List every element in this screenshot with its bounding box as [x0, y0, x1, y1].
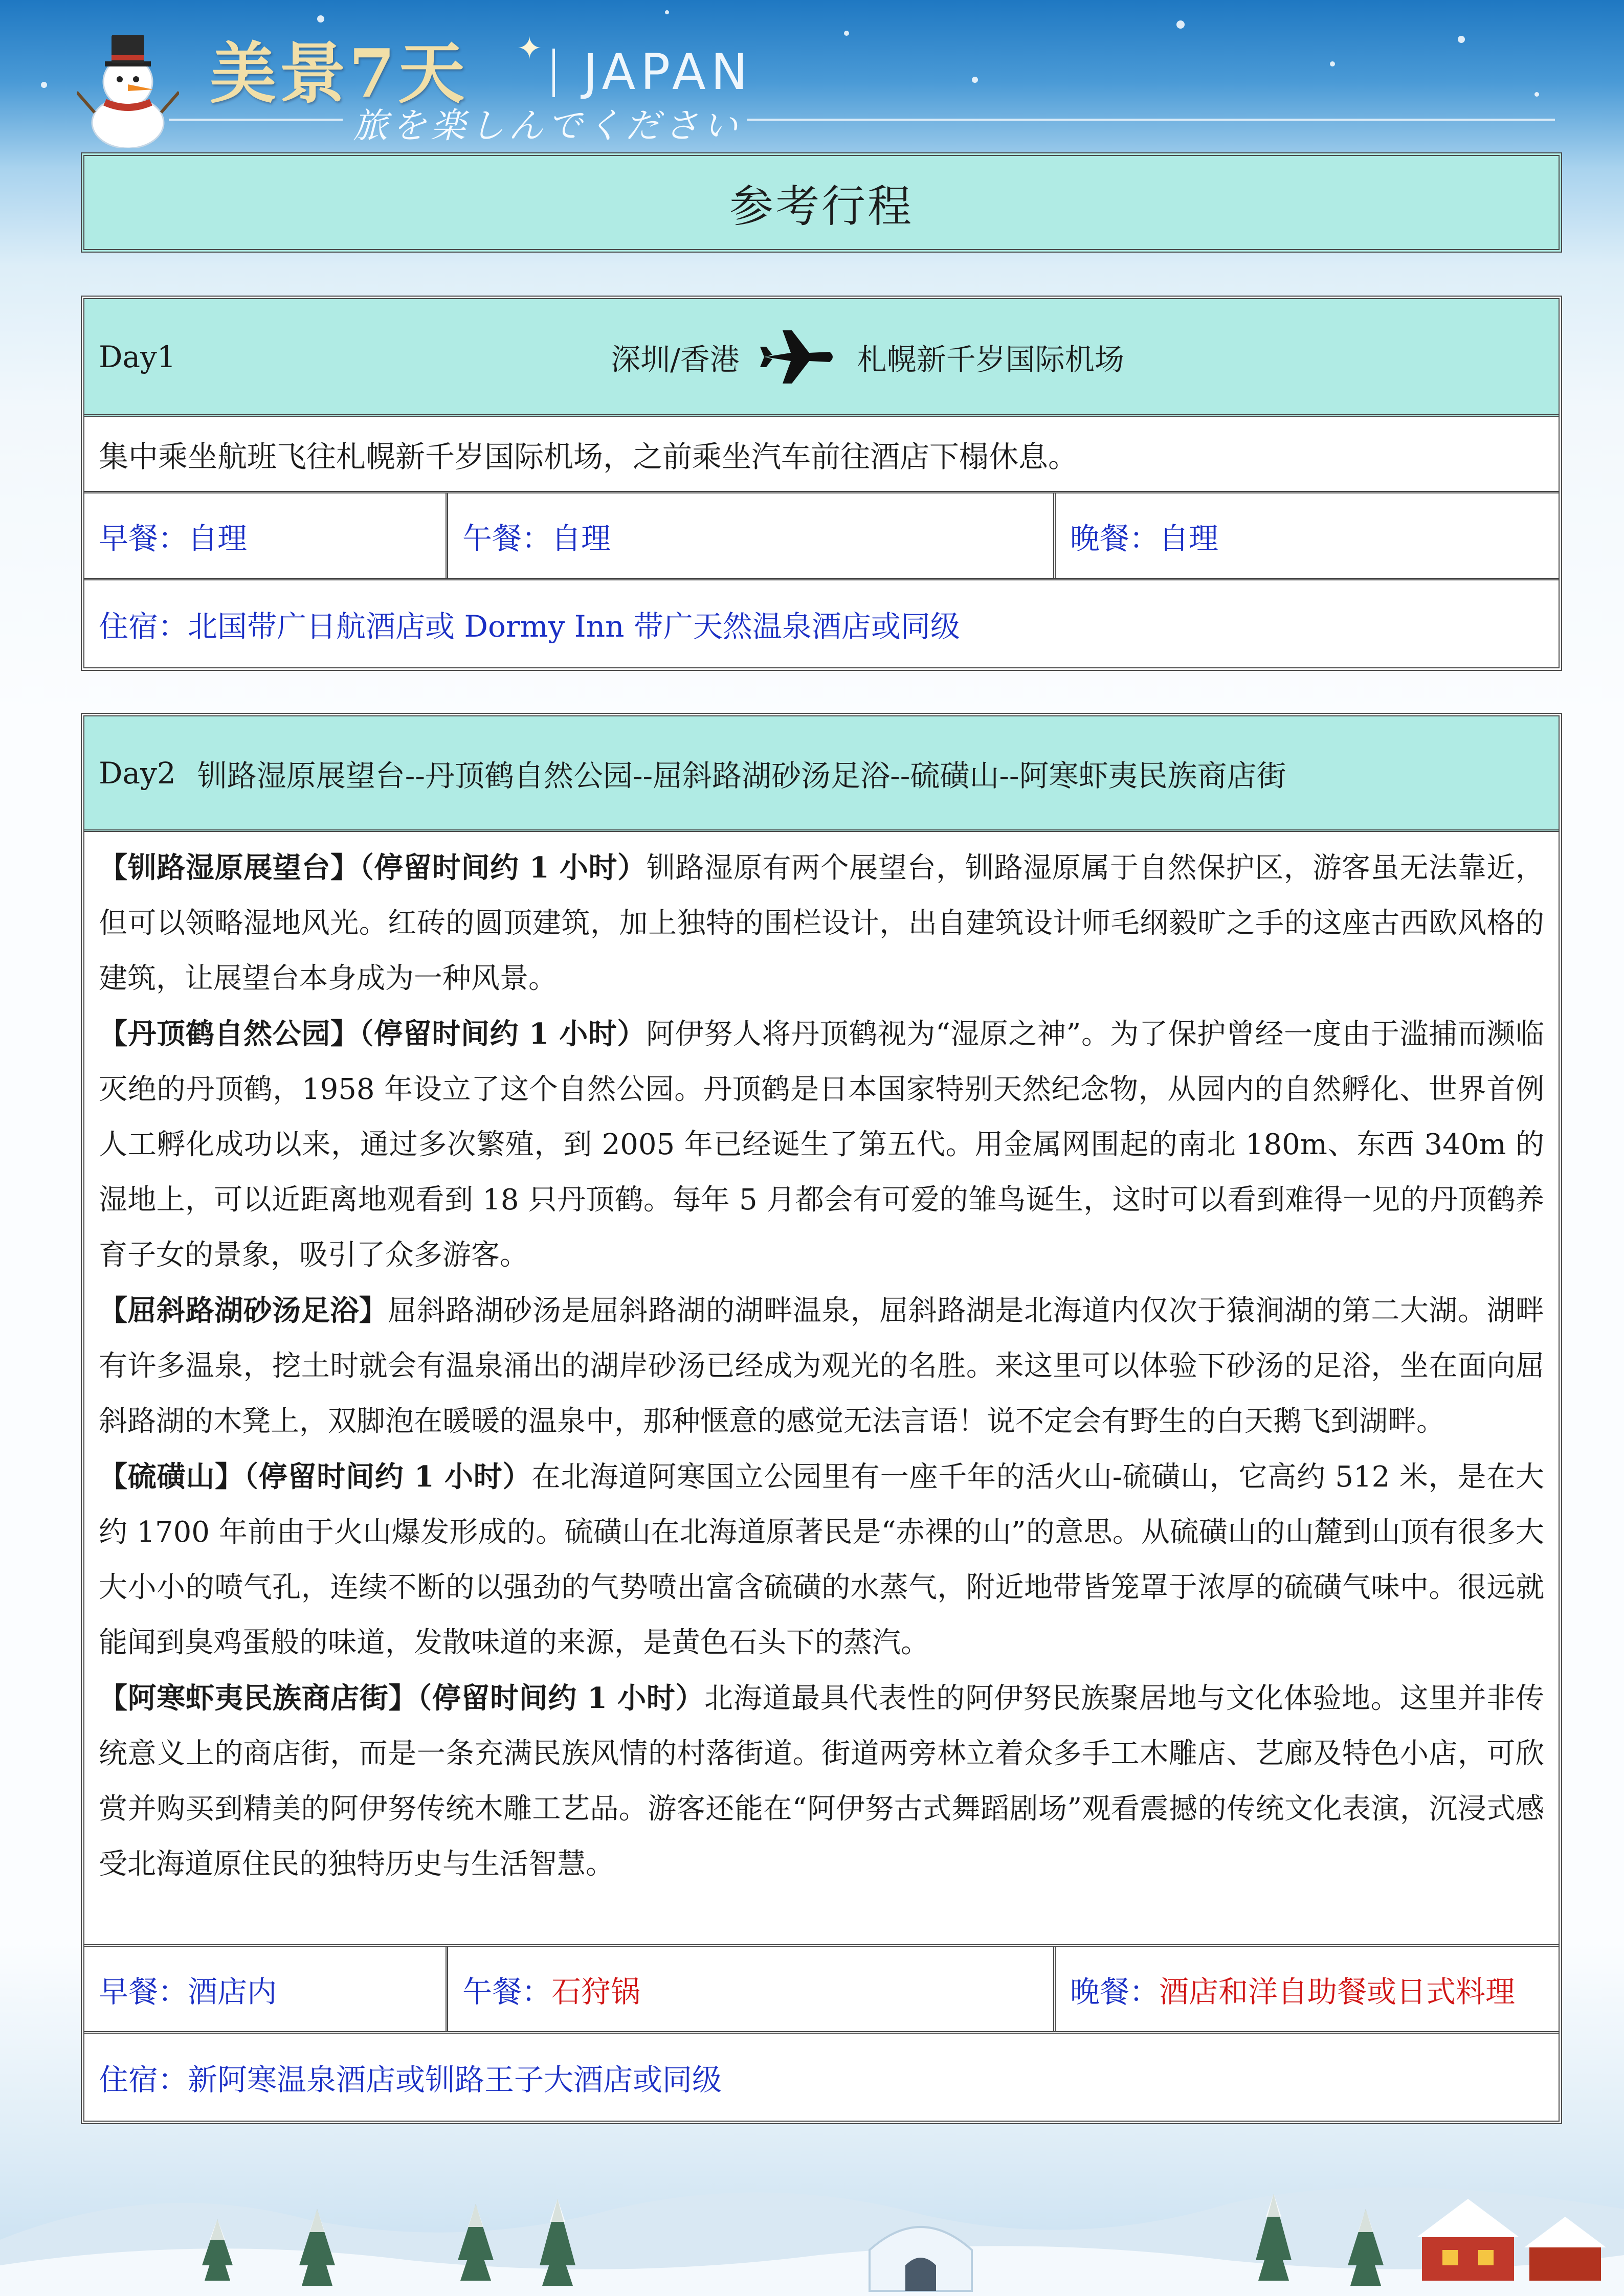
day1-lodging: 住宿： 北国带广日航酒店或 Dormy Inn 带广天然温泉酒店或同级	[99, 609, 960, 644]
section-mount-io: 【硫磺山】（停留时间约 1 小时）在北海道阿寒国立公园里有一座千年的活火山-硫磺山，它高约 512 米，是在大约 1700 年前由于火山爆发形成的。硫磺山在北海道原著民是“赤裸的山”的意思。从硫磺山的山麓到山顶有很多大大小小的喷气孔，连续不断的以强劲的气势喷出富含硫磺的水蒸气，附近地带皆笼罩于浓厚的硫磺气味中。很远就能闻到臭鸡蛋般的味道，发散味道的来源，是黄色石头下的蒸汽。	[99, 1460, 1544, 1659]
page-title: 参考行程	[729, 181, 914, 232]
day2-lunch: 午餐： 石狩锅	[446, 1947, 1053, 2031]
snowman-icon	[77, 26, 179, 148]
day1-lunch: 午餐： 自理	[446, 493, 1053, 578]
day1-table	[81, 296, 1562, 671]
day1-to: 札幌新千岁国际机场	[857, 342, 1124, 377]
section-crane-park: 【丹顶鹤自然公园】（停留时间约 1 小时）阿伊努人将丹顶鹤视为“湿原之神”。为了保护曾经一度由于滥捕而濒临灭绝的丹顶鹤，1958 年设立了这个自然公园。丹顶鹤是日本国家特别天然纪念物，从园内的自然孵化、世界首例人工孵化成功以来，通过多次繁殖，到 2005 年已经诞生了第五代。用金属网围起的南北 180m、东西 340m 的湿地上，可以近距离地观看到 18 只丹顶鹤。每年 5 月都会有可爱的雏鸟诞生，这时可以看到难得一见的丹顶鹤养育子女的景象，吸引了众多游客。	[99, 1017, 1544, 1272]
day2-lodging: 住宿： 新阿寒温泉酒店或钏路王子大酒店或同级	[99, 2062, 722, 2097]
brand-slogan: 旅を楽しんでください	[353, 106, 742, 146]
day1-header-row	[84, 299, 1559, 417]
brand-line-left	[169, 119, 343, 121]
day2-description-row	[84, 832, 1559, 1947]
airplane-icon	[760, 326, 837, 388]
day1-description: 集中乘坐航班飞往札幌新千岁国际机场，之前乘坐汽车前往酒店下榻休息。	[99, 439, 1078, 474]
winter-scenery	[0, 2086, 1624, 2296]
section-kussharo-sand-bath: 【屈斜路湖砂汤足浴】屈斜路湖砂汤是屈斜路湖的湖畔温泉，屈斜路湖是北海道内仅次于猿涧湖的第二大湖。湖畔有许多温泉，挖土时就会有温泉涌出的湖岸砂汤已经成为观光的名胜。来这里可以体验下砂汤的足浴，坐在面向屈斜路湖的木凳上，双脚泡在暖暖的温泉中，那种惬意的感觉无法言语！说不定会有野生的白天鹅飞到湖畔。	[99, 1294, 1545, 1438]
section-ainu-street: 【阿寒虾夷民族商店街】（停留时间约 1 小时）北海道最具代表性的阿伊努民族聚居地与文化体验地。这里并非传统意义上的商店街，而是一条充满民族风情的村落街道。街道两旁林立着众多手工木雕店、艺廊及特色小店，可欣赏并购买到精美的阿伊努传统木雕工艺品。游客还能在“阿伊努古式舞蹈剧场”观看震撼的传统文化表演，沉浸式感受北海道原住民的独特历史与生活智慧。	[99, 1681, 1544, 1881]
day2-description	[84, 832, 1559, 1944]
brand-country: JAPAN	[583, 43, 753, 101]
brand-line-right	[747, 119, 1555, 121]
day1-meals-row	[84, 493, 1559, 580]
page-title-box	[81, 152, 1562, 253]
brand-divider	[552, 49, 555, 97]
sparkle-icon: ✦	[517, 31, 543, 66]
day2-label: Day2	[99, 755, 176, 791]
day1-dinner: 晚餐： 自理	[1053, 493, 1559, 578]
day2-table	[81, 713, 1562, 2124]
page-header	[0, 0, 1624, 148]
day2-header-row	[84, 716, 1559, 832]
day1-lodging-row	[84, 580, 1559, 667]
day2-route: 钏路湿原展望台--丹顶鹤自然公园--屈斜路湖砂汤足浴--硫磺山--阿寒虾夷民族商店街	[197, 758, 1286, 793]
day1-description-row	[84, 417, 1559, 493]
brand-title: 美景7天	[210, 34, 468, 112]
day2-breakfast: 早餐： 酒店内	[99, 1974, 277, 2009]
day1-from: 深圳/香港	[611, 342, 740, 377]
day2-meals-row	[84, 1947, 1559, 2034]
day2-dinner: 晚餐： 酒店和洋自助餐或日式料理	[1053, 1947, 1559, 2031]
day1-label: Day1	[99, 339, 176, 374]
section-kushiro-observatory: 【钏路湿原展望台】（停留时间约 1 小时）钏路湿原有两个展望台，钏路湿原属于自然保护区，游客虽无法靠近，但可以领略湿地风光。红砖的圆顶建筑，加上独特的围栏设计，出自建筑设计师毛纲毅旷之手的这座古西欧风格的建筑，让展望台本身成为一种风景。	[99, 851, 1544, 995]
day1-breakfast: 早餐： 自理	[99, 521, 248, 556]
